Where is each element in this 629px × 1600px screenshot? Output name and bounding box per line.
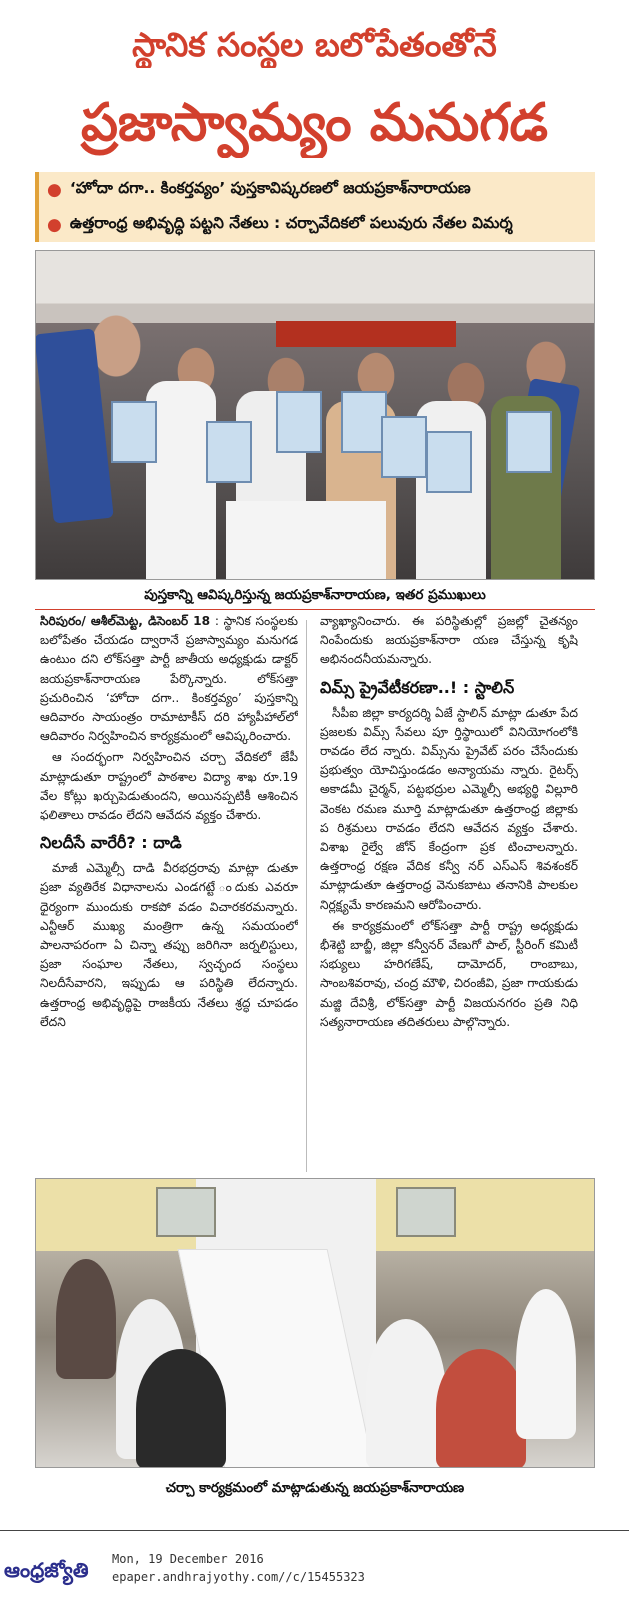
book-cover xyxy=(276,391,322,453)
discussion-photo xyxy=(35,1178,595,1468)
article-paragraph: సీపీఐ జిల్లా కార్యదర్శి ఏజే స్టాలిన్ మాట్లా డుతూ పేద ప్రజలకు విమ్స్ సేవలు పూ ర్తిస్థాయిలో వినియోగంలోకి రావడం లేద న్నారు. విమ్స్‌ను ప్రైవేట్ పరం చేసేందుకు ప్రభుత్వం యోచిస్తుండడం అన్యాయమ న్నారు. రైటర్స్ అకాడమీ చైర్మన్, పట్టభద్రుల ఎమ్మెల్సీ అభ్యర్థి విల్లూరి వెంకట రమణ మూర్తి మాట్లాడుతూ ఉత్తరాంధ్ర జిల్లాకు ప రిశ్రమలు రావడం లేదని ఆవేదన వ్యక్తం చేశారు. విశాఖ రైల్వే జోన్ కేంద్రంగా ప్రక టించాలన్నారు. ఉత్తరాంధ్ర రక్షణ వేదిక కన్వీ నర్ ఎస్ఎస్ శివశంకర్ మాట్లాడుతూ ఉత్తరాంధ్ర వెనుకబాటు తనానికి పాలకుల నిర్లక్ష్యమే కారణమని ఆరోపించారు. xyxy=(320,705,578,912)
bullet-icon: ● xyxy=(47,214,62,235)
epaper-link[interactable]: epaper.andhrajyothy.com//c/15455323 xyxy=(112,1570,365,1584)
book-cover xyxy=(111,401,157,463)
photo-caption: చర్చా కార్యక్రమంలో మాట్లాడుతున్న జయప్రకాశ్‌నారాయణ xyxy=(165,1480,465,1496)
article-paragraph: మాజీ ఎమ్మెల్సీ దాడి వీరభద్రరావు మాట్లా డుతూ ప్రజా వ్యతిరేక విధానాలను ఎండగట్టే ందుకు ఎవరూ ధైర్యంగా ముందుకు రాకపో వడం విచారకరమన్నారు. ఎన్టీఆర్ ముఖ్య మంత్రిగా ఉన్న సమయంలో పాలనాపరంగా ఏ చిన్నా తప్పు జరిగినా జర్నలిస్టులు, ప్రజా సంఘాల నేతలు, స్వచ్ఛంద సంస్థలు నిలదీసేవారని, ఇప్పుడు ఆ పరిస్థితి లేదన్నారు. ఉత్తరాంధ్ర అభివృద్ధిపై రాజకీయ నేతలు శ్రద్ధ చూపడం లేదని xyxy=(40,861,298,1029)
article-paragraph xyxy=(40,612,298,746)
subheadline-item xyxy=(39,172,595,207)
book-cover xyxy=(381,416,427,478)
subheadline-box xyxy=(35,172,595,242)
article-paragraph: వ్యాఖ్యానించారు. ఈ పరిస్థితుల్లో ప్రజల్లో చైతన్యం నింపేందుకు జయప్రకాశ్‌నారా యణ చేస్తున్న కృషి అభినందనీయమన్నారు. xyxy=(320,614,578,667)
stage-banner xyxy=(276,321,456,347)
hall-window xyxy=(396,1187,456,1237)
article-paragraph: ఈ కార్యక్రమంలో లోక్‌సత్తా పార్టీ రాష్ట్ర అధ్యక్షుడు భీశెట్టి బాబ్జీ, జిల్లా కన్వీనర్ వేణుగో పాల్, స్టీరింగ్ కమిటీ సభ్యులు హరిగణేష్, దామోదర్, రాంబాబు, సాంబశివరావు, చంద్ర మౌళి, చిరంజీవి, ప్రజా గాయకుడు మజ్జి దేవిశ్రీ, లోక్‌సత్తా పార్టీ విజయనగరం ప్రతి నిధి సత్యనారాయణ తదితరులు పాల్గొన్నారు. xyxy=(320,918,578,1029)
section-subhead: నిలదీసే వారేరీ? : దాడి xyxy=(40,833,182,853)
bullet-icon: ● xyxy=(47,179,62,200)
paragraph-text: : స్థానిక సంస్థలకు బలోపేతం చేయడం ద్వారానే ప్రజాస్వామ్యం మనుగడ ఉంటుం దని లోక్‌సత్తా పార్టీ జాతీయ అధ్యక్షుడు డాక్టర్ జయప్రకాశ్‌నారాయణ పేర్కొన్నారు. లోక్‌సత్తా ప్రచురించిన ‘హోదా దగా.. కింకర్తవ్యం’ పుస్తకాన్ని ఆదివారం సాయంత్రం రామాటాకీస్ దరి హ్యాపీహాల్‌లో ఆదివారం నిర్వహించిన కార్యక్రమంలో ఆవిష్కరించారు. xyxy=(40,614,298,744)
audience-member xyxy=(516,1289,576,1439)
article-paragraph: ఆ సందర్భంగా నిర్వహించిన చర్చా వేదికలో జేపీ మాట్లాడుతూ రాష్ట్రంలో పాఠశాల విద్యా శాఖ రూ.19 వేల కోట్లు ఖర్చుపెడుతుందని, అయినప్పటికీ ఆశించిన ఫలితాలు రావడం లేదని ఆవేదన వ్యక్తం చేశారు. xyxy=(40,750,298,823)
hall-window xyxy=(156,1187,216,1237)
book-launch-photo xyxy=(35,250,595,580)
subheadline-item xyxy=(39,207,595,242)
column-divider xyxy=(306,620,307,1172)
article-column-right xyxy=(320,612,578,1172)
book-cover xyxy=(506,411,552,473)
edition-date: Mon, 19 December 2016 xyxy=(112,1552,264,1566)
section-subhead: విమ్స్ ప్రైవేటీకరణా..! : స్టాలిన్ xyxy=(320,677,515,697)
book-cover xyxy=(206,421,252,483)
article-kicker: స్థానిక సంస్థల బలోపేతంతోనే xyxy=(132,25,497,64)
subheadline-text: ఉత్తరాంధ్ర అభివృద్ధి పట్టని నేతలు : చర్చావేదికలో పలువురు నేతల విమర్శ xyxy=(69,213,513,232)
dateline: సిరిపురం/ ఆశీల్‌మెట్ట, డిసెంబర్ 18 xyxy=(40,614,211,628)
speaker-figure xyxy=(366,1319,446,1468)
podium-table xyxy=(226,501,386,580)
photo-caption: పుస్తకాన్ని ఆవిష్కరిస్తున్న జయప్రకాశ్‌నారాయణ, ఇతర ప్రముఖులు xyxy=(35,580,595,610)
newspaper-logo: ఆంధ్రజ్యోతి xyxy=(4,1558,89,1582)
audience-member xyxy=(136,1349,226,1468)
audience-member xyxy=(436,1349,526,1468)
footer-divider xyxy=(0,1530,629,1531)
party-sash xyxy=(35,328,114,523)
article-headline: ప్రజాస్వామ్యం మనుగడ xyxy=(80,93,549,153)
subheadline-text: ‘హోదా దగా.. కింకర్తవ్యం’ పుస్తకావిష్కరణలో జయప్రకాశ్‌నారాయణ xyxy=(69,178,471,197)
book-cover xyxy=(426,431,472,493)
article-column-left xyxy=(40,612,298,1172)
audience-member xyxy=(56,1259,116,1379)
